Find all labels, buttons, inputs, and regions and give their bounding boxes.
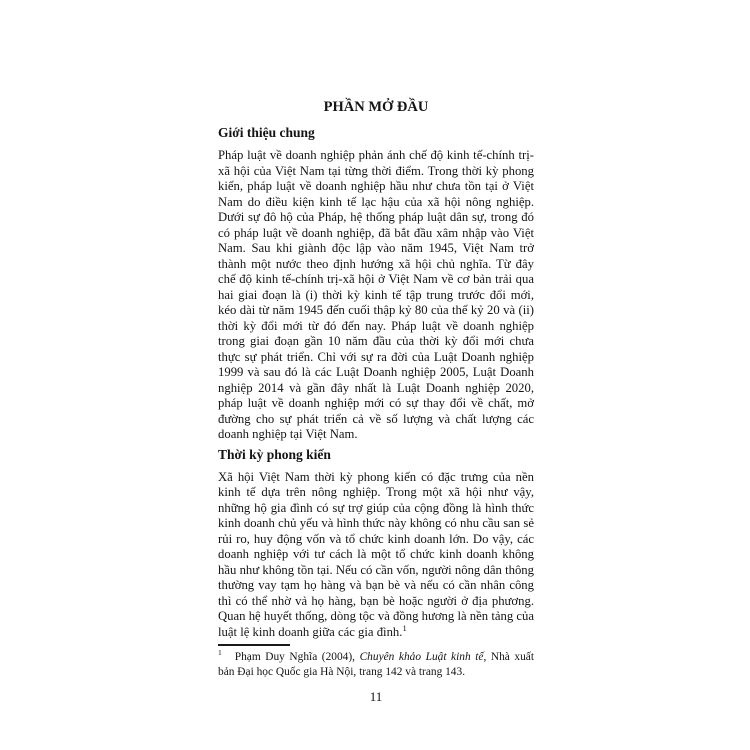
footnote <box>218 650 534 680</box>
section-heading-gioi-thieu-chung: Giới thiệu chung <box>218 125 315 140</box>
footnote-reference: 1 <box>402 622 407 633</box>
text-column <box>218 99 534 680</box>
section-heading-thoi-ky-phong-kien: Thời kỳ phong kiến <box>218 446 331 462</box>
document-title: PHẦN MỞ ĐẦU <box>323 99 429 115</box>
paragraph-feudal-period-text: Xã hội Việt Nam thời kỳ phong kiến có đặc trưng của nền kinh tế dựa trên nông nghiệp. Trong một xã hội như vậy, những hộ gia đình có sự trợ giúp của cộng đồng là hình thức kinh doanh chủ yếu và hình thức này không có nhu cầu san sẻ rủi ro, huy động vốn và tổ chức kinh doanh lớn. Do vậy, các doanh nghiệp với tư cách là một tổ chức kinh doanh không hầu như không tồn tại. Nếu có cần vốn, người nông dân thông thường vay tạm họ hàng và bạn bè và nếu có cần nhân công thì có thể nhờ vả họ hàng, bạn bè hoặc người ở địa phương. Quan hệ huyết thống, dòng tộc và đồng hương là nền tảng của luật lệ kinh doanh giữa các gia đình. <box>218 469 534 639</box>
page-number: 11 <box>369 689 383 704</box>
paragraph-introduction: Pháp luật về doanh nghiệp phản ánh chế độ kinh tế-chính trị-xã hội của Việt Nam tại từng thời điểm. Trong thời kỳ phong kiến, pháp luật về doanh nghiệp hầu như chưa tồn tại ở Việt Nam do điều kiện kinh tế lạc hậu của xã hội nông nghiệp. Dưới sự đô hộ của Pháp, hệ thống pháp luật dân sự, trong đó có pháp luật về doanh nghiệp, đã bắt đầu xâm nhập vào Việt Nam. Sau khi giành độc lập vào năm 1945, Việt Nam trở thành một nước theo định hướng xã hội chủ nghĩa. Từ đây chế độ kinh tế-chính trị-xã hội ở Việt Nam về cơ bản trải qua hai giai đoạn là (i) thời kỳ kinh tế tập trung trước đổi mới, kéo dài từ năm 1945 đến cuối thập kỷ 80 của thế kỷ 20 và (ii) thời kỳ đổi mới từ đó đến nay. Pháp luật về doanh nghiệp trong giai đoạn gần 10 năm đầu của thời kỳ đổi mới chưa thực sự phát triển. Chỉ với sự ra đời của Luật Doanh nghiệp 1999 và sau đó là các Luật Doanh nghiệp 2005, Luật Doanh nghiệp 2014 và gần đây nhất là Luật Doanh nghiệp 2020, pháp luật về doanh nghiệp mới có sự thay đổi về chất, mở đường cho sự phát triển cả về số lượng và chất lượng các doanh nghiệp tại Việt Nam. <box>218 148 534 441</box>
footnote-separator-rule <box>218 644 290 646</box>
footnote-citation-author: Phạm Duy Nghĩa (2004), <box>234 651 360 663</box>
footnote-citation-publisher: , Nhà xuất bản Đại học Quốc gia Hà Nội, trang 142 và trang 143. <box>218 651 534 678</box>
paragraph-feudal-period <box>218 470 534 641</box>
footnote-marker: 1 <box>218 648 222 658</box>
footnote-book-title: Chuyên khảo Luật kinh tế <box>359 651 484 663</box>
